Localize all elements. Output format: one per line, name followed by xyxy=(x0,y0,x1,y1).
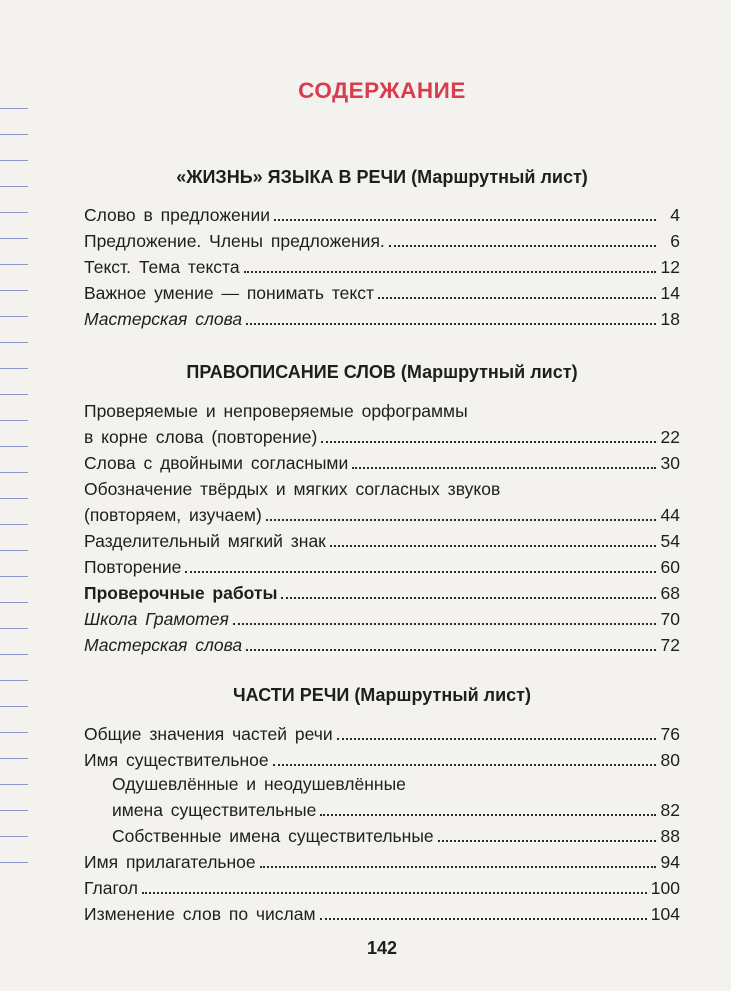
toc-entry-title: Собственные имена существительные xyxy=(112,826,434,846)
toc-entry-page: 100 xyxy=(650,878,680,898)
dot-leader xyxy=(320,814,656,816)
dot-leader xyxy=(320,918,647,920)
toc-entry-title: Мастерская слова xyxy=(84,635,243,655)
toc-entry-title: Общие значения частей речи xyxy=(84,724,333,744)
dot-leader xyxy=(389,245,656,247)
dot-leader xyxy=(233,623,656,625)
toc-entry[interactable] xyxy=(84,309,680,329)
toc-entry[interactable] xyxy=(84,878,680,898)
dot-leader xyxy=(281,597,656,599)
section-heading-language-life xyxy=(84,167,680,188)
toc-entry-page: 104 xyxy=(650,904,680,924)
toc-entry-page: 72 xyxy=(660,635,680,655)
toc-entry[interactable] xyxy=(84,453,680,473)
toc-entry-page: 80 xyxy=(660,750,680,770)
toc-entry-page: 68 xyxy=(660,583,680,603)
section-heading-suffix: (Маршрутный лист) xyxy=(354,685,531,705)
dot-leader xyxy=(330,545,656,547)
toc-entry-page: 88 xyxy=(660,826,680,846)
toc-entry-page: 70 xyxy=(660,609,680,629)
toc-entry-title: Проверочные работы xyxy=(84,583,278,603)
toc-entry[interactable] xyxy=(84,531,680,551)
toc-entry[interactable] xyxy=(84,505,680,525)
section-heading-main: ЧАСТИ РЕЧИ xyxy=(233,685,350,705)
toc-entry-page: 30 xyxy=(660,453,680,473)
notebook-margin-lines xyxy=(0,0,28,991)
dot-leader xyxy=(352,467,656,469)
dot-leader xyxy=(260,866,656,868)
toc-entry-title: Мастерская слова xyxy=(84,309,243,329)
toc-entry-title: имена существительные xyxy=(112,800,317,820)
toc-entry[interactable] xyxy=(84,283,680,303)
section-heading-spelling xyxy=(84,362,680,383)
toc-entry-page: 54 xyxy=(660,531,680,551)
toc-entry-page: 44 xyxy=(660,505,680,525)
toc-entry-first-line: Обозначение твёрдых и мягких согласных звуков xyxy=(84,479,501,499)
toc-entry-page: 18 xyxy=(660,309,680,329)
toc-entry-page: 94 xyxy=(660,852,680,872)
toc-entry-title: Разделительный мягкий знак xyxy=(84,531,326,551)
toc-entry-title: Школа Грамотея xyxy=(84,609,229,629)
toc-entry-page: 4 xyxy=(670,205,680,225)
toc-entry-title: Имя существительное xyxy=(84,750,269,770)
toc-entry-page: 14 xyxy=(660,283,680,303)
toc-subentry-first-line: Одушевлённые и неодушевлённые xyxy=(112,774,406,794)
section-heading-main: «ЖИЗНЬ» ЯЗЫКА В РЕЧИ xyxy=(176,167,407,187)
dot-leader xyxy=(246,649,656,651)
toc-entry-page: 6 xyxy=(670,231,680,251)
toc-entry[interactable] xyxy=(84,635,680,655)
toc-entry-first-line: Проверяемые и непроверяемые орфограммы xyxy=(84,401,468,421)
toc-entry-page: 22 xyxy=(660,427,680,447)
toc-entry-title: Слово в предложении xyxy=(84,205,270,225)
toc-entry[interactable] xyxy=(84,750,680,770)
toc-entry[interactable] xyxy=(84,257,680,277)
dot-leader xyxy=(142,892,647,894)
toc-entry-page: 82 xyxy=(660,800,680,820)
toc-entry-title: Слова с двойными согласными xyxy=(84,453,349,473)
toc-entry[interactable] xyxy=(84,583,680,603)
section-heading-suffix: (Маршрутный лист) xyxy=(400,362,578,382)
toc-entry[interactable] xyxy=(84,904,680,924)
dot-leader xyxy=(438,840,656,842)
dot-leader xyxy=(246,323,656,325)
toc-entry-title: в корне слова (повторение) xyxy=(84,427,318,447)
toc-entry-title: Изменение слов по числам xyxy=(84,904,316,924)
toc-entry-page: 60 xyxy=(660,557,680,577)
section-heading-parts-of-speech xyxy=(84,685,680,706)
toc-entry[interactable] xyxy=(84,231,680,251)
toc-entry-title: Повторение xyxy=(84,557,182,577)
section-heading-main: ПРАВОПИСАНИЕ СЛОВ xyxy=(186,362,396,382)
dot-leader xyxy=(185,571,656,573)
dot-leader xyxy=(266,519,656,521)
toc-entry[interactable] xyxy=(84,724,680,744)
toc-subentry[interactable] xyxy=(112,826,680,846)
dot-leader xyxy=(321,441,656,443)
toc-entry-title: Имя прилагательное xyxy=(84,852,256,872)
toc-entry[interactable] xyxy=(84,609,680,629)
dot-leader xyxy=(337,738,656,740)
dot-leader xyxy=(273,764,656,766)
toc-entry-title: Важное умение — понимать текст xyxy=(84,283,375,303)
toc-entry[interactable] xyxy=(84,852,680,872)
page-number: 142 xyxy=(366,938,398,958)
toc-entry-page: 12 xyxy=(660,257,680,277)
section-heading-suffix: (Маршрутный лист) xyxy=(411,167,588,187)
page-title: СОДЕРЖАНИЕ xyxy=(298,78,466,103)
toc-entry[interactable] xyxy=(84,205,680,225)
dot-leader xyxy=(244,271,656,273)
toc-entry-page: 76 xyxy=(660,724,680,744)
dot-leader xyxy=(378,297,656,299)
toc-entry[interactable] xyxy=(84,427,680,447)
toc-entry-title: Предложение. Члены предложения. xyxy=(84,231,385,251)
toc-subentry[interactable] xyxy=(112,800,680,820)
toc-entry[interactable] xyxy=(84,557,680,577)
dot-leader xyxy=(274,219,656,221)
toc-entry-title: Текст. Тема текста xyxy=(84,257,240,277)
toc-entry-title: Глагол xyxy=(84,878,138,898)
toc-entry-title: (повторяем, изучаем) xyxy=(84,505,262,525)
